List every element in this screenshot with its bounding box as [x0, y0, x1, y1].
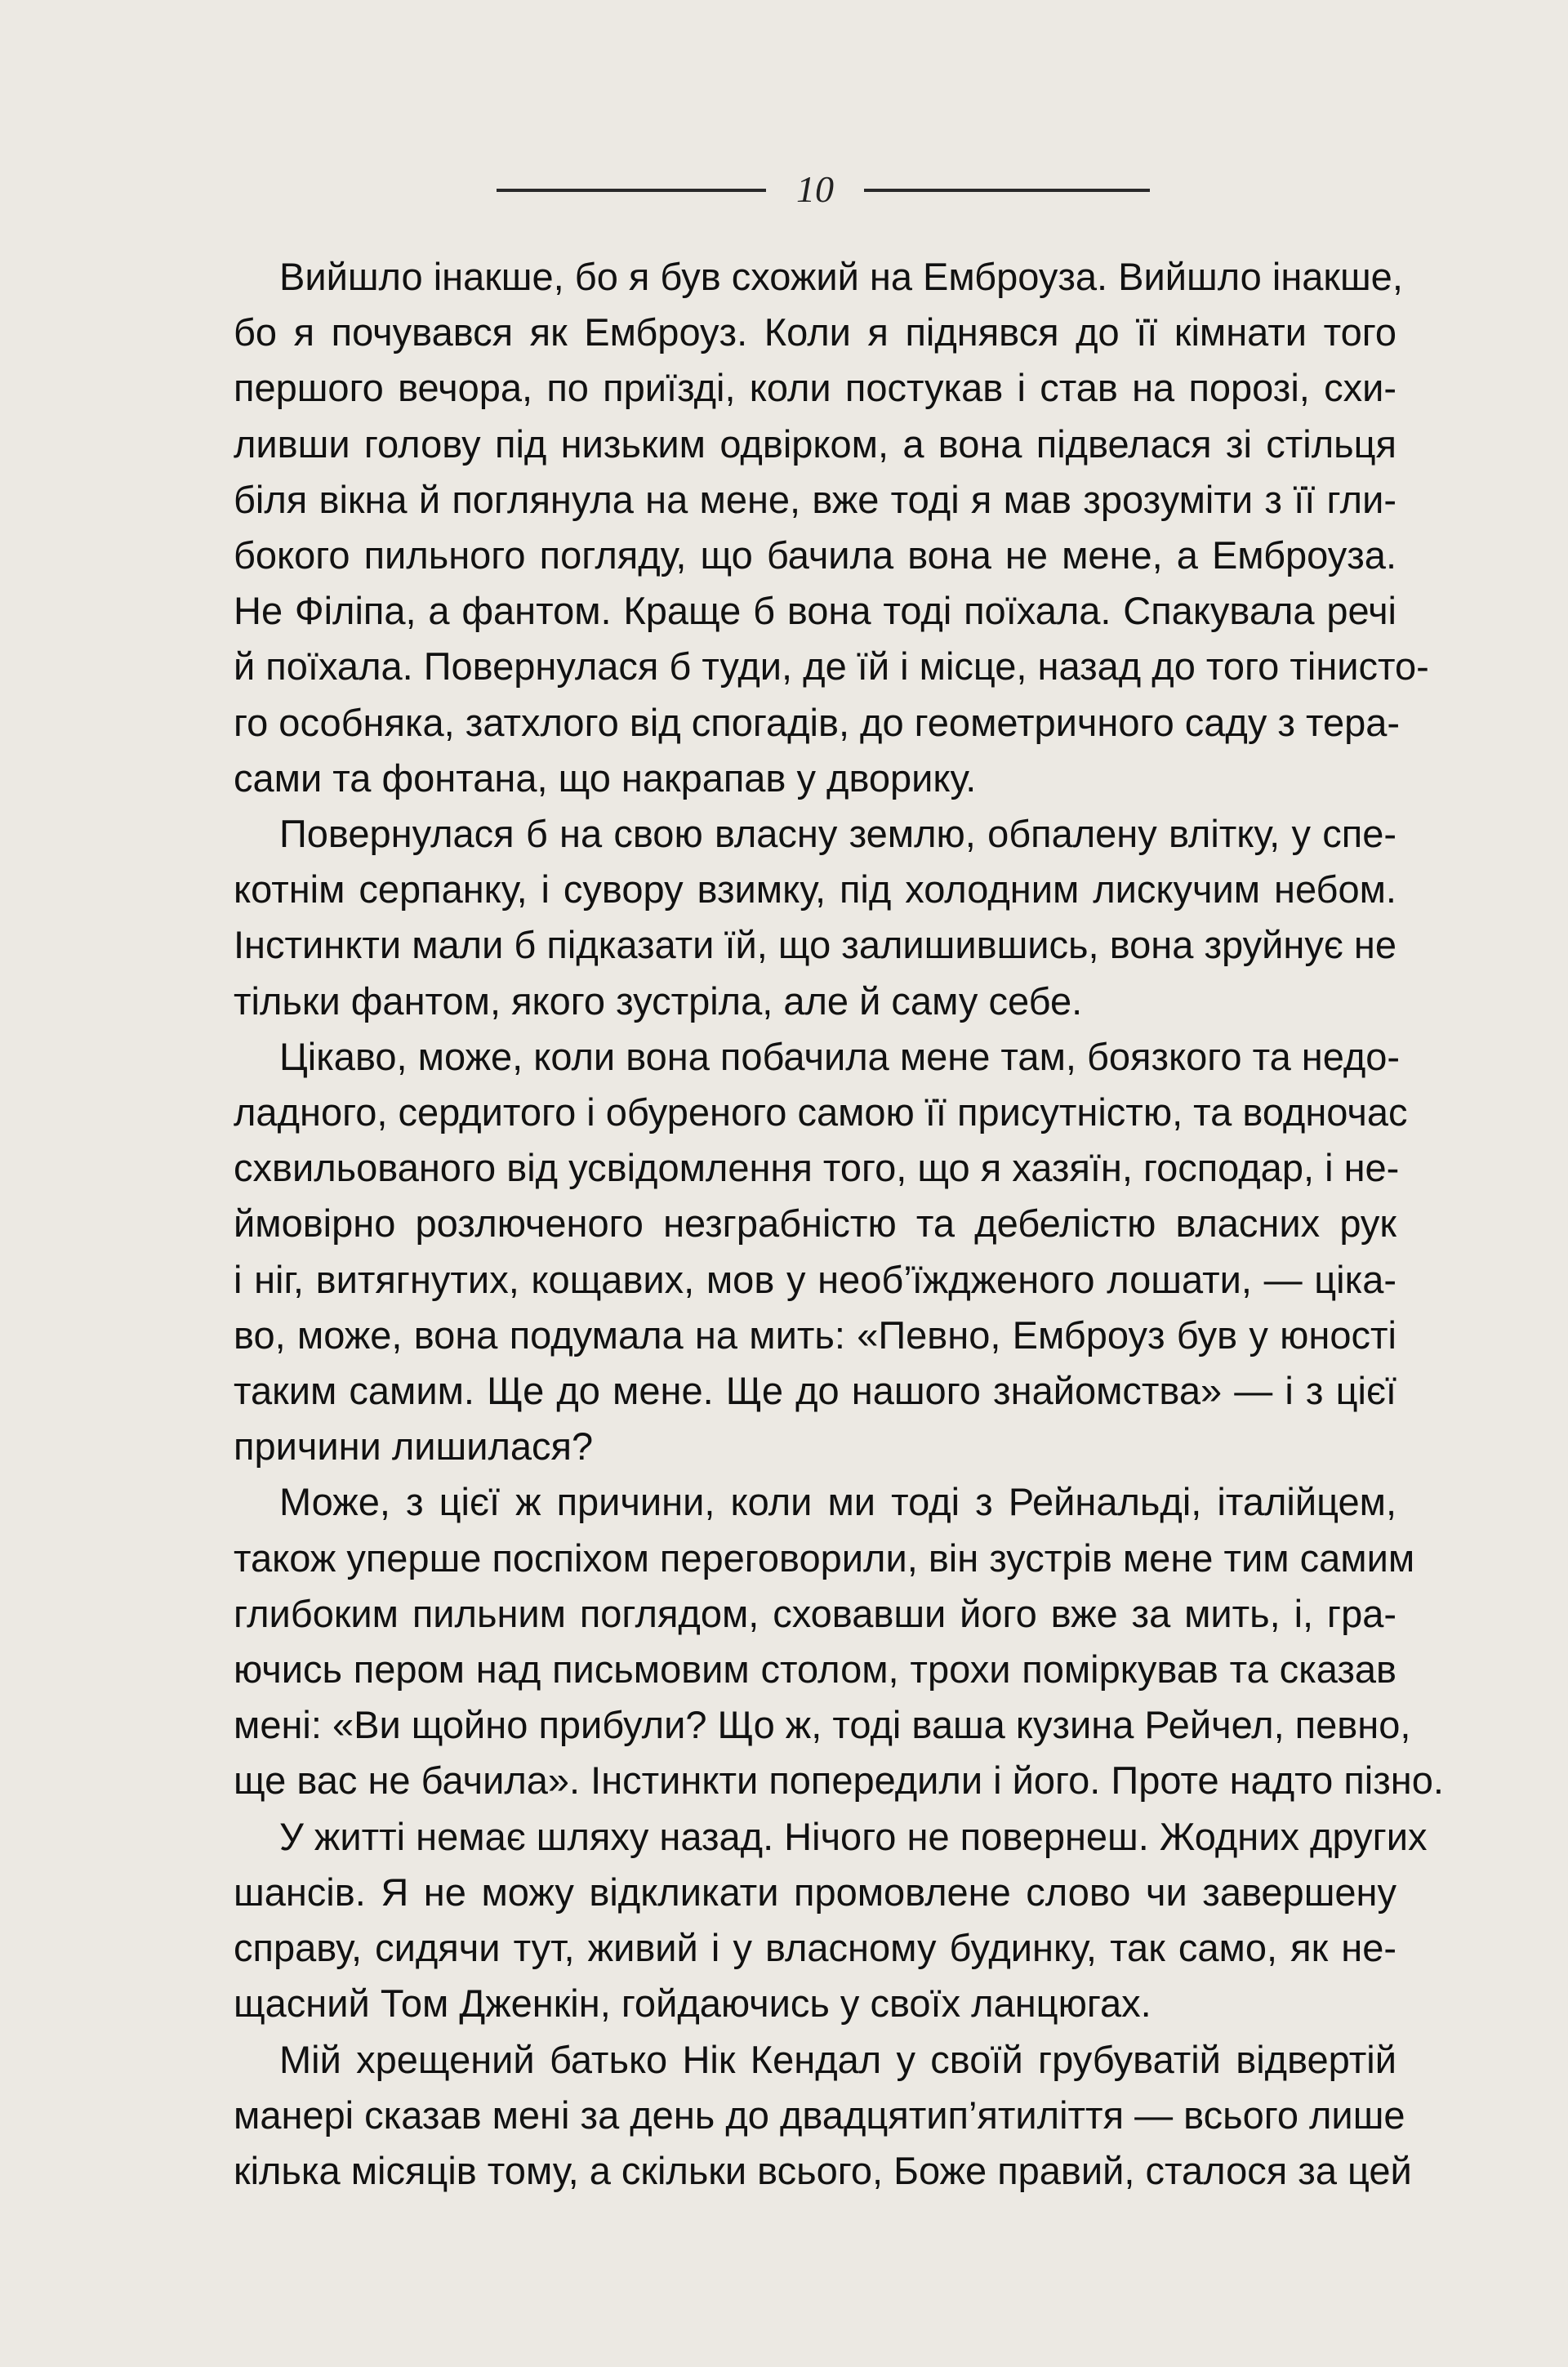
text-line: Повернулася б на свою власну землю, обпалену влітку, у спе-: [279, 812, 1396, 856]
paragraph: [234, 806, 1396, 1029]
header-rule-left: [497, 189, 766, 192]
text-line: ладного, сердитого і обуреного самою її присутністю, та водночас: [234, 1090, 1408, 1134]
text-line: сами та фонтана, що накрапав у дворику.: [234, 756, 977, 800]
text-line: й поїхала. Повернулася б туди, де їй і місце, назад до того тінисто-: [234, 644, 1429, 689]
text-line: Вийшло інакше, бо я був схожий на Емброуза. Вийшло інакше,: [279, 255, 1403, 298]
header-rule-right: [864, 189, 1150, 192]
text-line: го особняка, затхлого від спогадів, до геометричного саду з тера-: [234, 700, 1401, 744]
paragraph: [234, 1809, 1428, 2032]
text-line: глибоким пильним поглядом, сховавши його вже за мить, і, гра-: [234, 1591, 1396, 1635]
text-line: також уперше поспіхом переговорили, він зустрів мене тим самим: [234, 1536, 1415, 1580]
paragraph: [234, 1474, 1444, 1808]
text-line: Може, з цієї ж причини, коли ми тоді з Рейнальді, італійцем,: [279, 1480, 1396, 1524]
body-text: [234, 249, 1444, 2199]
text-line: манері сказав мені за день до двадцятип’ятиліття — всього лише: [234, 2093, 1405, 2137]
text-line: щасний Том Дженкін, гойдаючись у своїх ланцюгах.: [234, 1981, 1152, 2026]
text-line: кілька місяців тому, а скільки всього, Боже правий, сталося за цей: [234, 2148, 1412, 2192]
text-line: шансів. Я не можу відкликати промовлене слово чи завершену: [234, 1870, 1396, 1914]
page-header: [497, 162, 1150, 219]
text-line: біля вікна й поглянула на мене, вже тоді я мав зрозуміти з її гли-: [234, 477, 1396, 521]
text-line: во, може, вона подумала на мить: «Певно, Емброуз був у юності: [234, 1313, 1396, 1357]
text-line: справу, сидячи тут, живий і у власному будинку, так само, як не-: [234, 1926, 1396, 1970]
text-line: У житті немає шляху назад. Нічого не повернеш. Жодних других: [279, 1814, 1428, 1858]
text-line: ще вас не бачила». Інстинкти попередили і його. Проте надто пізно.: [234, 1759, 1444, 1803]
text-line: мені: «Ви щойно прибули? Що ж, тоді ваша кузина Рейчел, певно,: [234, 1703, 1411, 1747]
text-line: Мій хрещений батько Нік Кендал у своїй грубуватій відвертій: [279, 2037, 1396, 2081]
text-line: ючись пером над письмовим столом, трохи поміркував та сказав: [234, 1647, 1396, 1692]
paragraph: [234, 2032, 1412, 2200]
text-line: причини лишилася?: [234, 1424, 594, 1469]
text-line: Не Філіпа, а фантом. Краще б вона тоді поїхала. Спакувала речі: [234, 589, 1396, 633]
text-line: котнім серпанку, і сувору взимку, під холодним лискучим небом.: [234, 867, 1396, 912]
paragraph: [234, 1029, 1408, 1475]
text-line: Інстинкти мали б підказати їй, що залишившись, вона зруйнує не: [234, 923, 1396, 967]
paragraph: [234, 249, 1429, 806]
text-line: першого вечора, по приїзді, коли постукав і став на порозі, схи-: [234, 366, 1396, 410]
text-line: бокого пильного погляду, що бачила вона не мене, а Емброуза.: [234, 533, 1396, 577]
page-number: 10: [796, 168, 834, 210]
text-line: ливши голову під низьким одвірком, а вона підвелася зі стільця: [234, 421, 1396, 466]
text-line: Цікаво, може, коли вона побачила мене там, боязкого та недо-: [279, 1034, 1401, 1078]
text-line: бо я почувався як Емброуз. Коли я піднявся до її кімнати того: [234, 310, 1396, 354]
text-line: і ніг, витягнутих, кощавих, мов у необ’їждженого лошати, — ціка-: [234, 1257, 1396, 1301]
text-line: таким самим. Ще до мене. Ще до нашого знайомства» — і з цієї: [234, 1369, 1396, 1413]
text-line: ймовірно розлюченого незграбністю та дебелістю власних рук: [234, 1201, 1396, 1246]
text-line: схвильованого від усвідомлення того, що я хазяїн, господар, і не-: [234, 1146, 1400, 1190]
text-line: тільки фантом, якого зустріла, але й саму себе.: [234, 978, 1083, 1023]
